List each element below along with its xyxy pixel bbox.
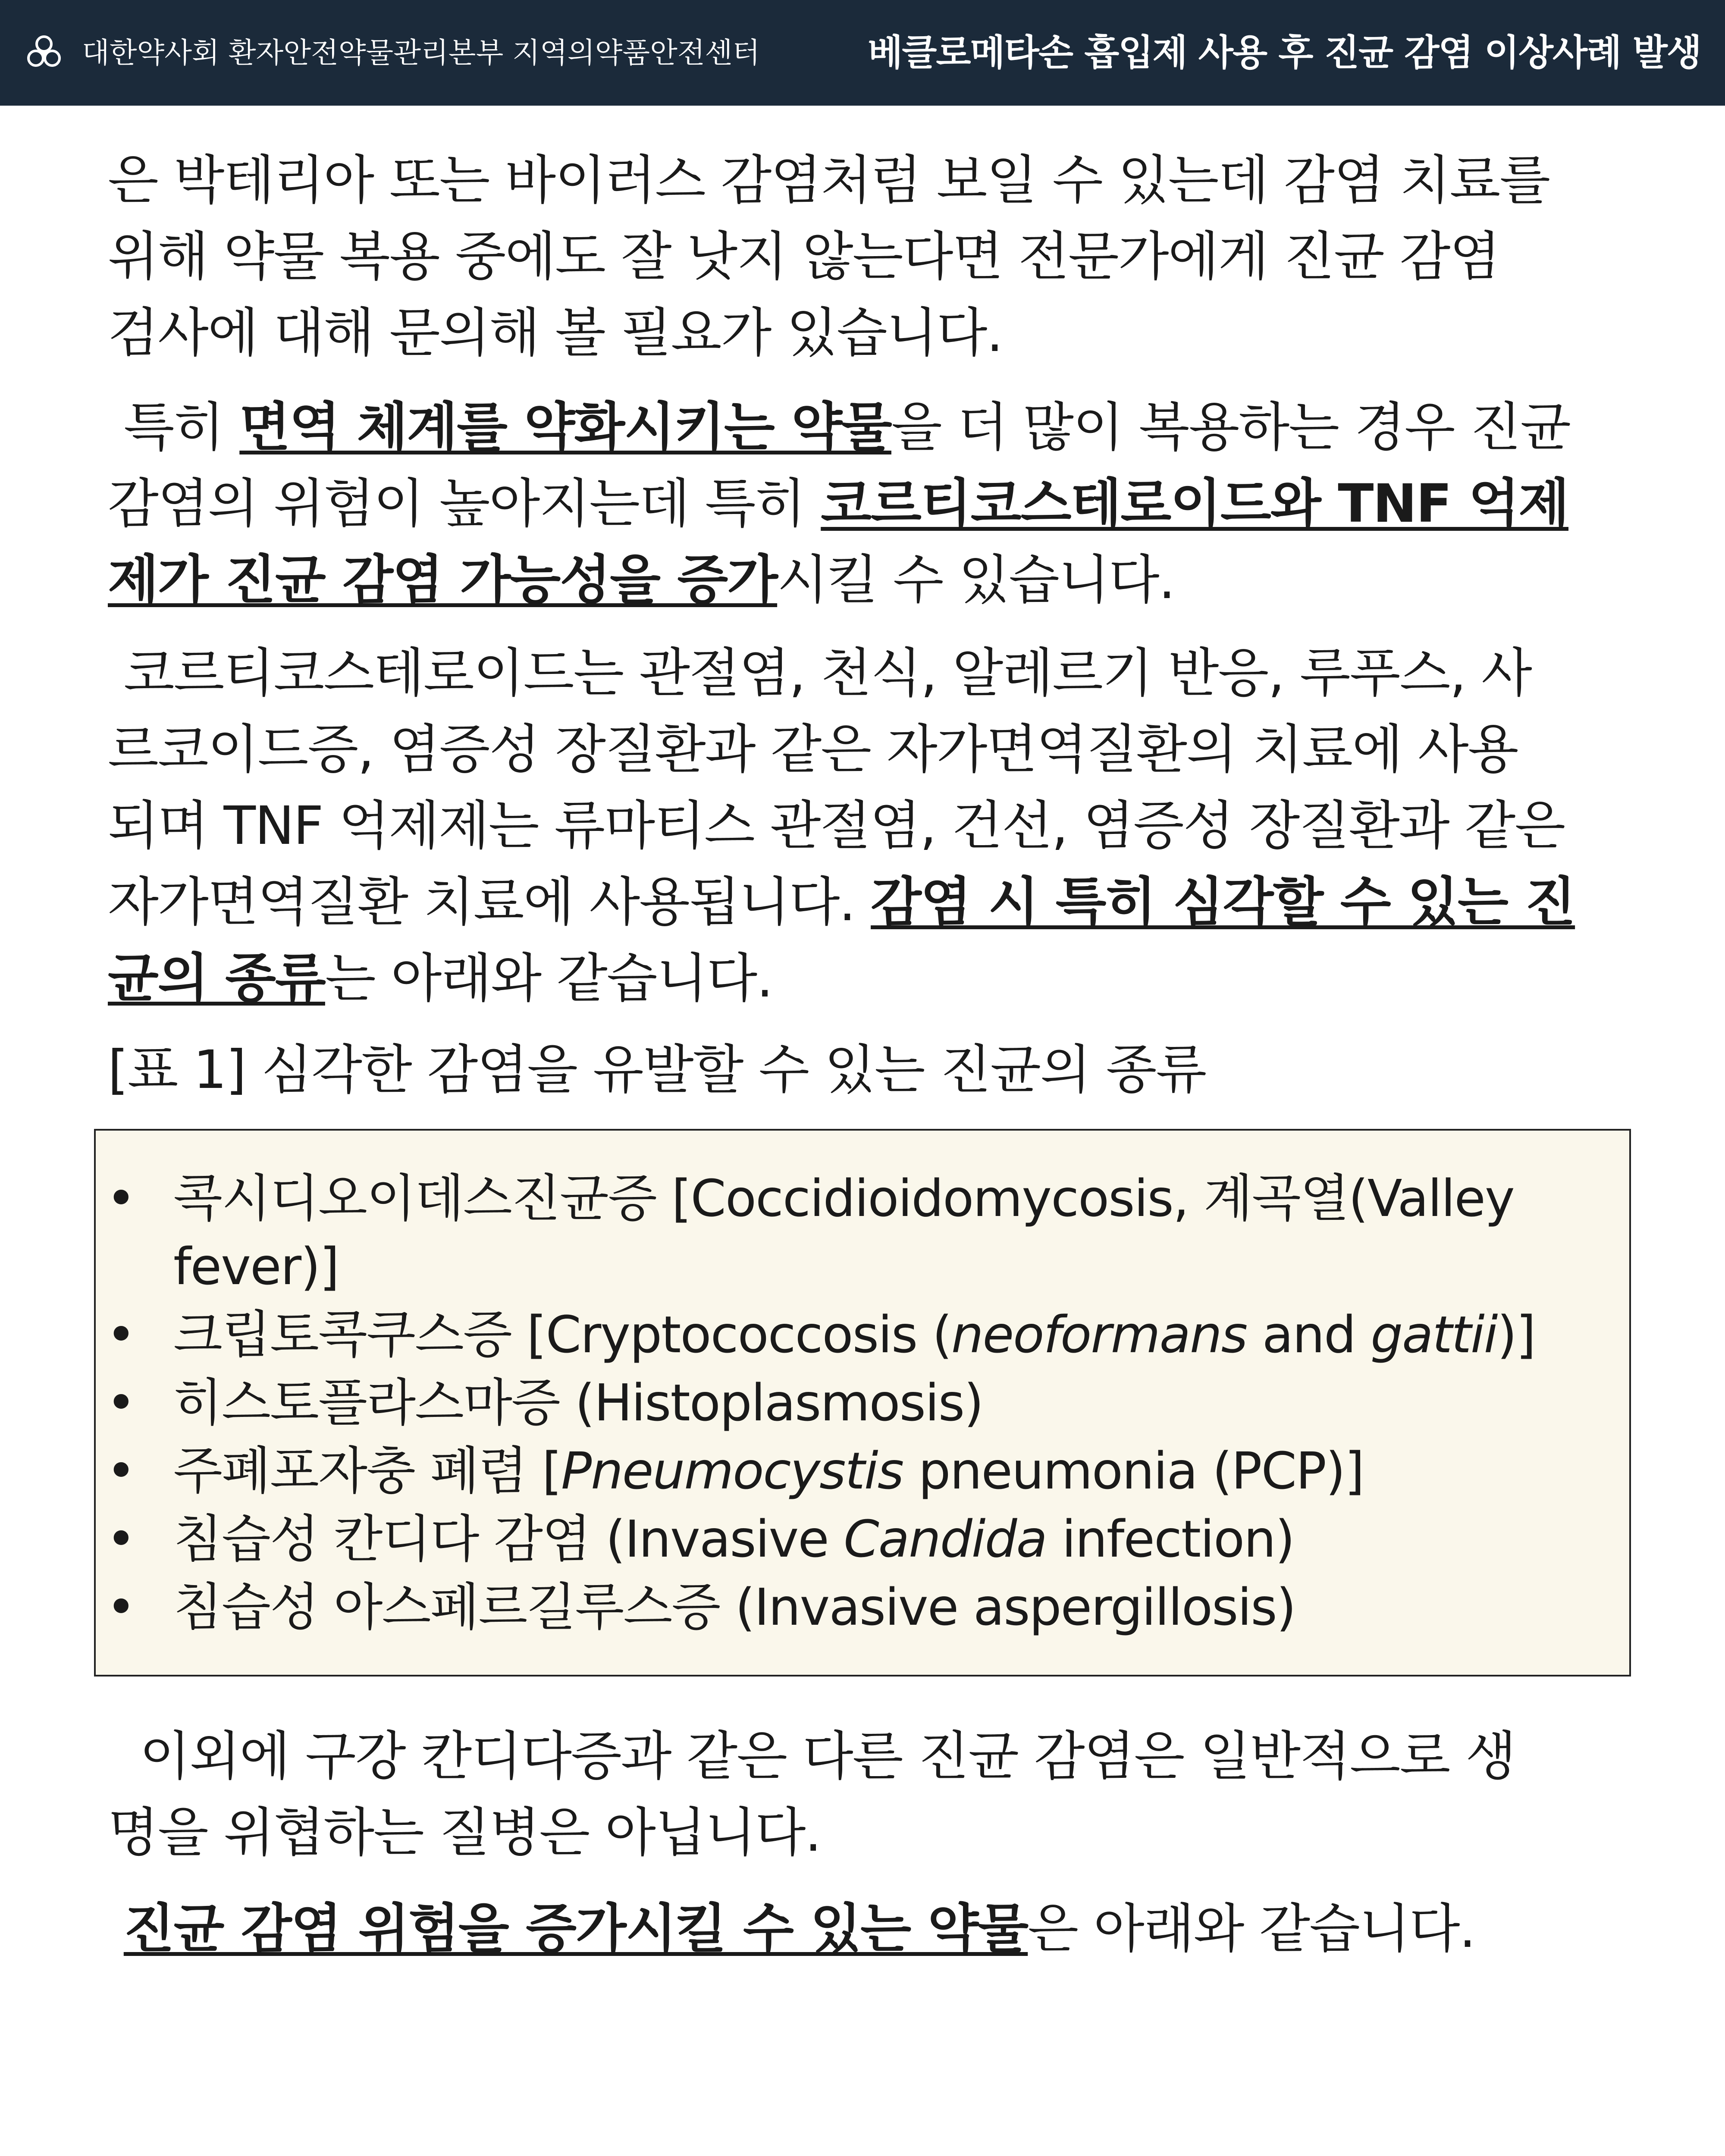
item-text: 침습성 칸디다 감염 (Invasive <box>173 1509 844 1569</box>
paragraph-oral-candidiasis <box>108 1718 1515 1871</box>
list-item <box>96 1164 1535 1300</box>
bullet-icon: • <box>106 1441 135 1501</box>
text-line <box>108 1891 1475 1967</box>
item-text: 주폐포자충 폐렴 [ <box>173 1441 561 1501</box>
text-line: 은 박테리아 또는 바이러스 감염처럼 보일 수 있는데 감염 치료를 <box>108 150 1550 211</box>
paragraph-immunosuppressants <box>108 389 1570 618</box>
paragraph-corticosteroids <box>108 635 1575 1017</box>
text-line: 명을 위협하는 질병은 아닙니다. <box>108 1802 821 1863</box>
text-line: 위해 약물 복용 중에도 잘 낫지 않는다면 전문가에게 진균 감염 <box>108 226 1500 287</box>
bullet-icon: • <box>106 1577 135 1637</box>
paragraph-intro <box>108 142 1549 371</box>
emphasis-text: 제가 진균 감염 가능성을 증가 <box>108 549 778 611</box>
item-text: 침습성 아스페르길루스증 (Invasive aspergillosis) <box>173 1577 1295 1637</box>
text-line <box>108 864 1575 940</box>
text-line: 검사에 대해 문의해 볼 필요가 있습니다. <box>108 302 1003 364</box>
text-segment: 은 아래와 같습니다. <box>1028 1898 1475 1959</box>
text-line <box>108 940 1575 1017</box>
text-segment: 을 더 많이 복용하는 경우 진균 <box>891 397 1571 458</box>
emphasis-text: 균의 종류 <box>108 948 325 1009</box>
fungi-table-box <box>94 1129 1631 1677</box>
kpa-logo-icon <box>22 31 66 74</box>
bullet-icon: • <box>106 1373 135 1432</box>
emphasis-text: 코르티코스테로이드와 TNF 억제 <box>821 473 1569 534</box>
text-line: 되며 TNF 억제제는 류마티스 관절염, 건선, 염증성 장질환과 같은 <box>108 795 1565 856</box>
bullet-icon: • <box>106 1509 135 1569</box>
emphasis-text: 감염 시 특히 심각할 수 있는 진 <box>871 871 1575 933</box>
item-text: and <box>1247 1305 1371 1364</box>
organization-name: 대한약사회 환자안전약물관리본부 지역의약품안전센터 <box>82 36 760 69</box>
text-segment: 이외에 구강 칸디다증과 같은 다른 진균 감염은 일반적으로 생 <box>139 1726 1516 1787</box>
text-line <box>108 389 1570 466</box>
list-item <box>96 1369 1535 1437</box>
text-segment: 특히 <box>123 397 240 458</box>
genus-name: Pneumocystis <box>561 1441 903 1501</box>
header-bar <box>0 0 1725 106</box>
text-segment: 감염의 위험이 높아지는데 특히 <box>108 473 821 534</box>
emphasis-text: 면역 체계를 약화시키는 약물 <box>239 397 891 458</box>
list-item <box>96 1300 1535 1369</box>
text-line <box>108 542 1570 618</box>
item-text: )] <box>1497 1305 1535 1364</box>
bullet-icon: • <box>106 1169 135 1228</box>
emphasis-text: 진균 감염 위험을 증가시킬 수 있는 약물 <box>123 1898 1028 1959</box>
list-item <box>96 1573 1535 1641</box>
text-segment: 는 아래와 같습니다. <box>325 948 773 1009</box>
bullet-icon: • <box>106 1305 135 1364</box>
species-name: neoformans <box>951 1305 1247 1364</box>
document-title: 베클로메타손 흡입제 사용 후 진균 감염 이상사례 발생 <box>868 31 1701 74</box>
list-item <box>96 1437 1535 1505</box>
item-text: fever)] <box>173 1237 339 1296</box>
genus-name: Candida <box>844 1509 1047 1569</box>
text-line <box>108 466 1570 542</box>
text-line <box>108 635 1575 711</box>
paragraph-risk-drugs <box>108 1891 1475 1967</box>
item-text: infection) <box>1046 1509 1294 1569</box>
list-item <box>96 1505 1535 1573</box>
item-text: 히스토플라스마증 (Histoplasmosis) <box>173 1373 983 1432</box>
item-text: 크립토콕쿠스증 [Cryptococcosis ( <box>173 1305 951 1364</box>
species-name: gattii <box>1371 1305 1497 1364</box>
table-caption: [표 1] 심각한 감염을 유발할 수 있는 진균의 종류 <box>108 1039 1206 1100</box>
text-line <box>108 1718 1515 1795</box>
fungi-list <box>96 1164 1535 1641</box>
item-text: 콕시디오이데스진균증 [Coccidioidomycosis, 계곡열(Valley <box>173 1169 1514 1228</box>
text-segment: 코르티코스테로이드는 관절염, 천식, 알레르기 반응, 루푸스, 사 <box>123 642 1531 704</box>
text-segment: 자가면역질환 치료에 사용됩니다. <box>108 871 871 933</box>
text-segment: 시킬 수 있습니다. <box>777 549 1175 611</box>
text-line: 르코이드증, 염증성 장질환과 같은 자가면역질환의 치료에 사용 <box>108 719 1518 780</box>
item-text: pneumonia (PCP)] <box>903 1441 1364 1501</box>
